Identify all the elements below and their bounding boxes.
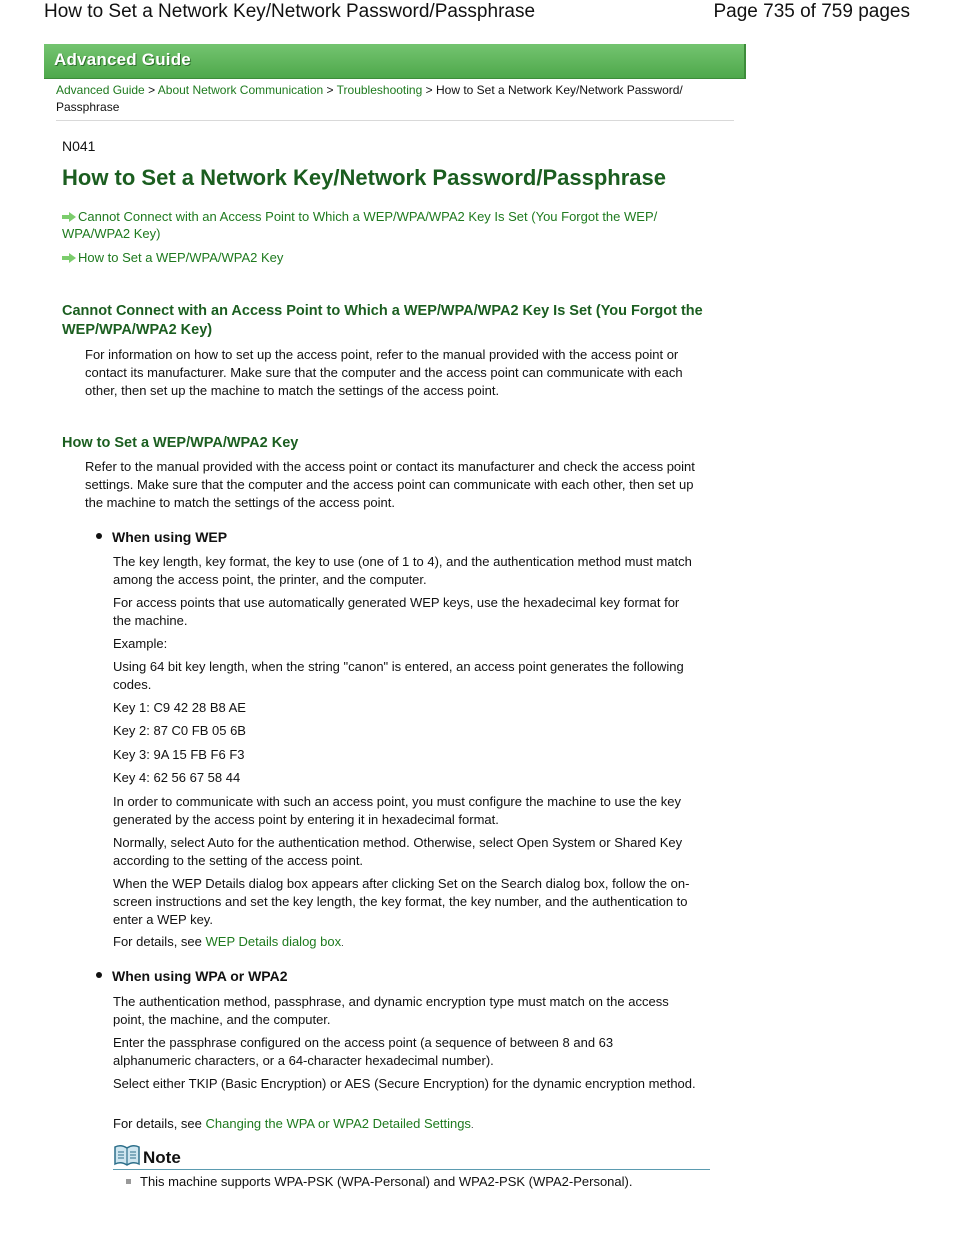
bullet-heading-wpa [96,968,288,984]
wpa-detailed-settings-link[interactable]: Changing the WPA or WPA2 Detailed Settings [205,1116,471,1131]
breadcrumb-separator: > [148,83,156,97]
note-item-text: This machine supports WPA-PSK (WPA-Personal) and WPA2-PSK (WPA2-Personal). [140,1174,633,1189]
wep-paragraph: Example: [113,636,168,651]
details-suffix: . [341,938,344,948]
wep-key-line: Key 1: C9 42 28 B8 AE [113,700,246,715]
breadcrumb-about-network-communication[interactable]: About Network Communication [157,83,324,97]
section1-body: For information on how to set up the access point, refer to the manual provided with the access point or contact its manufacturer. Make sure that the computer and the access point can communicate with each other, then set up the machine to match the settings of the access point. [85,347,683,398]
toc-link-how-to-set-key[interactable]: How to Set a WEP/WPA/WPA2 Key [78,250,284,265]
table-of-contents [62,208,712,273]
banner-label: Advanced Guide [54,50,191,69]
details-prefix: For details, see [113,934,202,949]
wpa-details-line [113,1115,473,1134]
note-item [126,1174,632,1189]
page-indicator: Page 735 of 759 pages [713,1,910,22]
breadcrumb-separator: > [326,83,334,97]
wep-paragraph: The key length, key format, the key to use (one of 1 to 4), and the authentication method must match among the access point, the printer, and the computer. [113,554,692,587]
note-label: Note [143,1148,181,1167]
breadcrumb-current-continued: Passphrase [56,100,120,114]
toc-item[interactable] [62,208,712,242]
breadcrumb-current: How to Set a Network Key/Network Password/ [435,83,683,97]
note-header [113,1144,710,1170]
wep-paragraph: When the WEP Details dialog box appears after clicking Set on the Search dialog box, follow the on-screen instructions and set the key length, the key format, the key number, and the authentication to enter a WEP key. [113,876,690,927]
wpa-paragraph: The authentication method, passphrase, and dynamic encryption type must match on the access point, the machine, and the computer. [113,994,669,1027]
green-arrow-icon [62,212,76,222]
wpa-paragraph: Select either TKIP (Basic Encryption) or AES (Secure Encryption) for the dynamic encryption method. [113,1076,696,1091]
document-title: How to Set a Network Key/Network Password/Passphrase [44,1,536,22]
breadcrumb [56,82,726,116]
toc-item[interactable] [62,249,712,266]
bullet-heading-wep-text: When using WEP [112,529,228,545]
page-title: How to Set a Network Key/Network Password/Passphrase [62,165,666,190]
section-heading-how-to-set-key: How to Set a WEP/WPA/WPA2 Key [62,435,299,451]
advanced-guide-banner [44,44,746,79]
wpa-paragraph: Enter the passphrase configured on the access point (a sequence of between 8 and 63 alphanumeric characters, or a 64-character hexadecimal number). [113,1035,614,1068]
wep-paragraph: For access points that use automatically generated WEP keys, use the hexadecimal key format for the machine. [113,595,680,628]
bullet-heading-wpa-text: When using WPA or WPA2 [112,968,288,984]
section-heading-cannot-connect: Cannot Connect with an Access Point to Which a WEP/WPA/WPA2 Key Is Set (You Forgot the WEP/WPA/WPA2 Key) [62,303,703,338]
wep-paragraph: Using 64 bit key length, when the string "canon" is entered, an access point generates the following codes. [113,659,684,692]
square-bullet-icon [126,1179,131,1184]
breadcrumb-troubleshooting[interactable]: Troubleshooting [336,83,423,97]
wep-paragraph: Normally, select Auto for the authentication method. Otherwise, select Open System or Shared Key according to the setting of the access point. [113,835,683,868]
wep-key-line: Key 2: 87 C0 FB 05 6B [113,723,246,738]
wep-paragraph: In order to communicate with such an access point, you must configure the machine to use the key generated by the access point by entering it in hexadecimal format. [113,794,681,827]
bullet-icon [96,533,102,539]
toc-link-cannot-connect[interactable]: Cannot Connect with an Access Point to Which a WEP/WPA/WPA2 Key Is Set (You Forgot the WEP/ WPA/WPA2 Key) [62,209,658,241]
details-suffix: . [470,1120,474,1130]
wep-details-line [113,933,344,952]
bullet-heading-wep [96,529,227,545]
details-prefix: For details, see [113,1116,202,1131]
green-arrow-icon [62,253,76,263]
breadcrumb-separator: > [425,83,433,97]
page-header [0,0,954,30]
wep-key-line: Key 3: 9A 15 FB F6 F3 [113,747,245,762]
wep-details-dialog-box-link[interactable]: WEP Details dialog box [205,934,342,949]
breadcrumb-divider [56,120,734,121]
wep-key-line: Key 4: 62 56 67 58 44 [113,770,241,785]
document-code: N041 [62,138,96,154]
section2-body: Refer to the manual provided with the access point or contact its manufacturer and check the access point settings. Make sure that the computer and the access point can communicate with each other, then set up the machine to match the settings of the access point. [85,459,695,510]
note-book-icon [113,1144,141,1166]
breadcrumb-advanced-guide[interactable]: Advanced Guide [56,83,145,97]
bullet-icon [96,972,102,978]
